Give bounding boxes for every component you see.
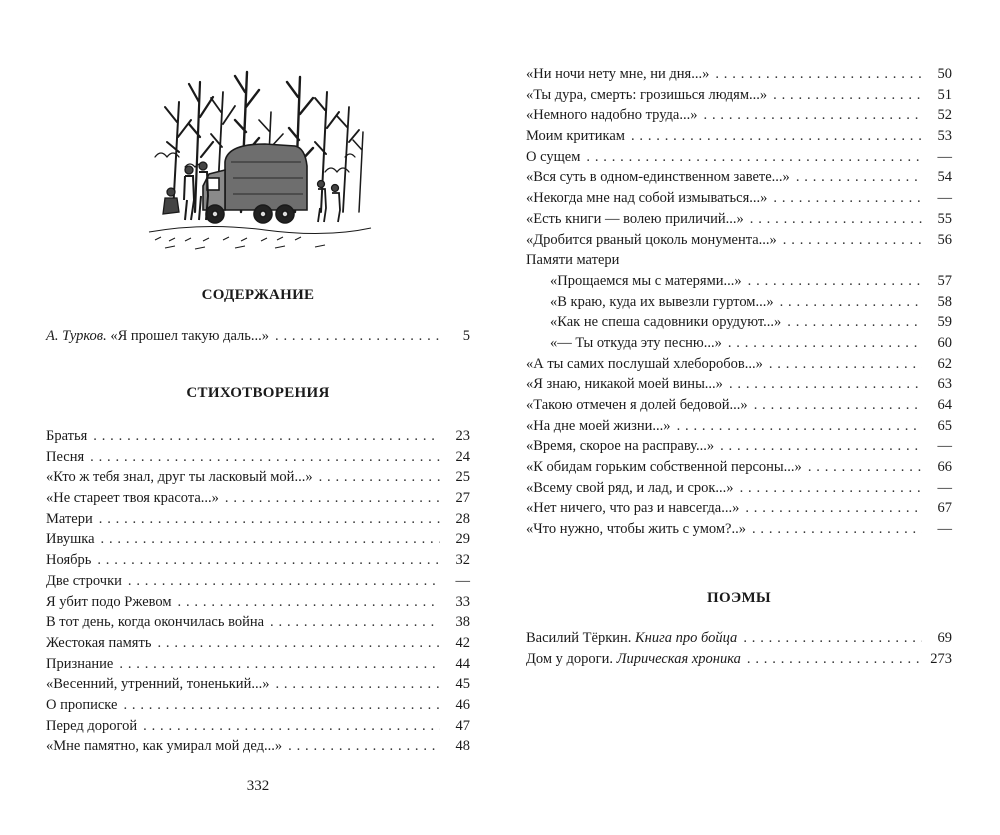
entry-title: Моим критикам — [526, 128, 625, 145]
entry-title: «— Ты откуда эту песню...» — [550, 334, 722, 351]
leader-dots — [808, 457, 922, 478]
right-page — [500, 0, 1000, 835]
toc-entry[interactable] — [46, 654, 470, 675]
toc-entry[interactable] — [46, 509, 470, 530]
leader-dots — [288, 736, 440, 757]
entry-title: «Время, скорое на расправу...» — [526, 438, 715, 455]
toc-entry[interactable] — [526, 312, 952, 333]
forest-truck-illustration — [145, 62, 375, 257]
leader-dots — [319, 467, 440, 488]
entry-title: «Весенний, утренний, тоненький...» — [46, 676, 270, 693]
contents-heading: СОДЕРЖАНИЕ — [201, 287, 315, 303]
entry-page: 29 — [455, 531, 470, 548]
toc-entry[interactable] — [46, 447, 470, 468]
leader-dots — [99, 509, 440, 530]
entry-page: — — [455, 572, 470, 589]
entry-page: 46 — [455, 696, 470, 713]
toc-entry[interactable] — [526, 126, 952, 147]
entry-page: 67 — [937, 500, 952, 517]
entry-page: 57 — [937, 272, 952, 289]
toc-entry[interactable] — [46, 612, 470, 633]
entry-page: 69 — [937, 630, 952, 646]
toc-entry[interactable] — [526, 395, 952, 416]
entry-page: 64 — [937, 397, 952, 413]
toc-entry[interactable] — [46, 467, 470, 488]
entry-title: Жестокая память — [46, 634, 152, 651]
entry-title: Памяти матери — [526, 252, 620, 269]
entry-subtitle: Лирическая хроника — [616, 650, 741, 667]
entry-title: Я убит подо Ржевом — [46, 593, 172, 610]
entry-page: 5 — [462, 328, 470, 344]
leader-dots — [225, 488, 440, 509]
toc-entry[interactable] — [526, 498, 952, 519]
toc-entry[interactable] — [46, 633, 470, 654]
intro-entry[interactable] — [46, 326, 470, 347]
leader-dots — [677, 416, 922, 437]
entry-page: 48 — [455, 738, 470, 755]
intro-list — [46, 326, 470, 347]
toc-entry[interactable] — [526, 271, 952, 292]
entry-subtitle: Книга про бойца — [635, 630, 738, 646]
entry-page: 54 — [937, 169, 952, 186]
toc-entry[interactable] — [526, 416, 952, 437]
entry-page: — — [937, 521, 952, 538]
leader-dots — [275, 326, 440, 347]
leader-dots — [740, 478, 922, 499]
toc-entry[interactable] — [46, 592, 470, 613]
entry-title: «Вся суть в одном-единственном завете...» — [526, 169, 790, 186]
entry-title: Песня — [46, 448, 85, 465]
entry-page: 60 — [937, 334, 952, 351]
entry-title: «Всему свой ряд, и лад, и срок...» — [526, 479, 734, 496]
entry-title: «Как не спеша садовники орудуют...» — [550, 314, 782, 331]
entry-page: 25 — [455, 469, 470, 486]
leader-dots — [275, 674, 440, 695]
entry-page: 56 — [937, 231, 952, 248]
entry-page: 58 — [937, 293, 952, 310]
toc-entry[interactable] — [526, 457, 952, 478]
toc-entry[interactable] — [526, 292, 952, 313]
leader-dots — [123, 695, 440, 716]
entry-title: «Такою отмечен я долей бедовой...» — [526, 397, 748, 413]
entry-title: О прописке — [46, 696, 118, 713]
intro-title: «Я прошел такую даль...» — [110, 328, 270, 344]
entry-page: 42 — [455, 634, 470, 651]
entry-page: — — [937, 438, 952, 455]
entry-title: Перед дорогой — [46, 717, 138, 734]
leader-dots — [97, 550, 440, 571]
leader-dots — [748, 271, 922, 292]
entry-title: «А ты самих послушай хлеборобов...» — [526, 355, 763, 372]
entry-page: 273 — [930, 650, 952, 667]
entry-title — [526, 649, 741, 670]
entry-page: 47 — [455, 717, 470, 734]
toc-entry[interactable] — [526, 64, 952, 85]
entry-page: 24 — [455, 448, 470, 465]
poems-section-heading: СТИХОТВОРЕНИЯ — [186, 385, 330, 401]
entry-page: — — [937, 148, 952, 165]
leader-dots — [773, 85, 922, 106]
leader-dots — [773, 188, 922, 209]
right-toc-list — [526, 64, 952, 540]
entry-title-main: Дом у дороги. — [526, 650, 613, 667]
toc-entry[interactable] — [46, 488, 470, 509]
entry-title: О сущем — [526, 148, 581, 165]
entry-page: 33 — [455, 593, 470, 610]
entry-page: 27 — [455, 490, 470, 507]
leader-dots — [769, 354, 922, 375]
toc-entry[interactable] — [526, 649, 952, 670]
toc-entry[interactable] — [46, 695, 470, 716]
entry-title-main: Василий Тёркин. — [526, 630, 632, 646]
leader-dots — [93, 426, 440, 447]
entry-title: Братья — [46, 428, 88, 444]
leader-dots — [143, 716, 440, 737]
toc-entry[interactable] — [46, 674, 470, 695]
leader-dots — [715, 64, 922, 85]
entry-title: В тот день, когда окончилась война — [46, 614, 265, 631]
entry-title: Ивушка — [46, 531, 95, 548]
toc-entry[interactable] — [46, 529, 470, 550]
entry-page: 23 — [455, 428, 470, 444]
leader-dots — [750, 209, 922, 230]
entry-page: — — [937, 190, 952, 207]
long-poems-heading: ПОЭМЫ — [707, 590, 771, 606]
left-toc-list — [46, 426, 470, 757]
toc-entry[interactable] — [526, 374, 952, 395]
leader-dots — [729, 374, 922, 395]
entry-page: 44 — [455, 655, 470, 672]
toc-entry[interactable] — [46, 550, 470, 571]
toc-entry[interactable] — [46, 571, 470, 592]
toc-entry[interactable] — [526, 230, 952, 251]
entry-title: «В краю, куда их вывезли гуртом...» — [550, 293, 774, 310]
toc-entry[interactable] — [46, 716, 470, 737]
entry-page: 45 — [455, 676, 470, 693]
leader-dots — [631, 126, 922, 147]
entry-page: 50 — [937, 66, 952, 82]
toc-entry[interactable] — [526, 354, 952, 375]
entry-page: 32 — [455, 552, 470, 569]
entry-title: «Есть книги — волею приличий...» — [526, 210, 744, 227]
entry-title: «Прощаемся мы с матерями...» — [550, 272, 742, 289]
toc-entry[interactable] — [526, 209, 952, 230]
entry-title — [46, 326, 269, 347]
toc-entry[interactable] — [526, 147, 952, 168]
page-number: 332 — [246, 778, 270, 794]
toc-entry[interactable] — [526, 167, 952, 188]
entry-page: 51 — [937, 86, 952, 103]
entry-title: «К обидам горьким собственной персоны...» — [526, 459, 802, 476]
leader-dots — [157, 633, 440, 654]
leader-dots — [720, 436, 922, 457]
toc-entry[interactable] — [526, 250, 952, 271]
toc-entry[interactable] — [526, 85, 952, 106]
leader-dots — [783, 230, 922, 251]
leader-dots — [780, 292, 922, 313]
toc-entry[interactable] — [526, 333, 952, 354]
intro-author: А. Турков. — [46, 328, 107, 344]
entry-page: 52 — [937, 107, 952, 124]
leader-dots — [704, 105, 923, 126]
leader-dots — [796, 167, 922, 188]
entry-page: 28 — [455, 510, 470, 527]
entry-title — [526, 628, 737, 649]
toc-entry[interactable] — [526, 478, 952, 499]
entry-page: 63 — [937, 376, 952, 393]
entry-page: 38 — [455, 614, 470, 631]
entry-title: «Нет ничего, что раз и навсегда...» — [526, 500, 740, 517]
leader-dots — [743, 628, 922, 649]
entry-page: 55 — [937, 210, 952, 227]
toc-entry[interactable] — [526, 628, 952, 649]
entry-title: «Кто ж тебя знал, друг ты ласковый мой...» — [46, 469, 313, 486]
entry-page: 53 — [937, 128, 952, 145]
toc-entry[interactable] — [526, 188, 952, 209]
entry-title: «Дробится рваный цоколь монумента...» — [526, 231, 777, 248]
entry-title: «Ты дура, смерть: грозишься людям...» — [526, 86, 768, 103]
toc-entry[interactable] — [526, 436, 952, 457]
entry-page: 66 — [937, 459, 952, 476]
entry-page: 65 — [937, 417, 952, 434]
leader-dots — [752, 519, 922, 540]
leader-dots — [728, 333, 922, 354]
entry-title: Две строчки — [46, 572, 122, 589]
toc-entry[interactable] — [46, 736, 470, 757]
toc-entry[interactable] — [46, 426, 470, 447]
entry-title: «Мне памятно, как умирал мой дед...» — [46, 738, 283, 755]
entry-title: «На дне моей жизни...» — [526, 417, 671, 434]
leader-dots — [101, 529, 441, 550]
leader-dots — [754, 395, 922, 416]
entry-title: Признание — [46, 655, 114, 672]
leader-dots — [270, 612, 440, 633]
toc-entry[interactable] — [526, 105, 952, 126]
leader-dots — [586, 147, 922, 168]
entry-page: — — [937, 479, 952, 496]
leader-dots — [747, 649, 922, 670]
entry-title: Матери — [46, 510, 93, 527]
leader-dots — [90, 447, 440, 468]
leader-dots — [119, 654, 440, 675]
entry-title: «Некогда мне над собой измываться...» — [526, 190, 768, 207]
entry-title: «Я знаю, никакой моей вины...» — [526, 376, 723, 393]
long-poems-list — [526, 628, 952, 669]
leader-dots — [745, 498, 922, 519]
entry-title: «Не стареет твоя красота...» — [46, 490, 219, 507]
entry-title: «Что нужно, чтобы жить с умом?..» — [526, 521, 746, 538]
entry-title: «Немного надобно труда...» — [526, 107, 698, 124]
entry-title: «Ни ночи нету мне, ни дня...» — [526, 66, 710, 82]
leader-dots — [787, 312, 922, 333]
entry-page: 62 — [937, 355, 952, 372]
entry-page: 59 — [937, 314, 952, 331]
leader-dots — [128, 571, 440, 592]
leader-dots — [178, 592, 440, 613]
toc-entry[interactable] — [526, 519, 952, 540]
entry-title: Ноябрь — [46, 552, 92, 569]
